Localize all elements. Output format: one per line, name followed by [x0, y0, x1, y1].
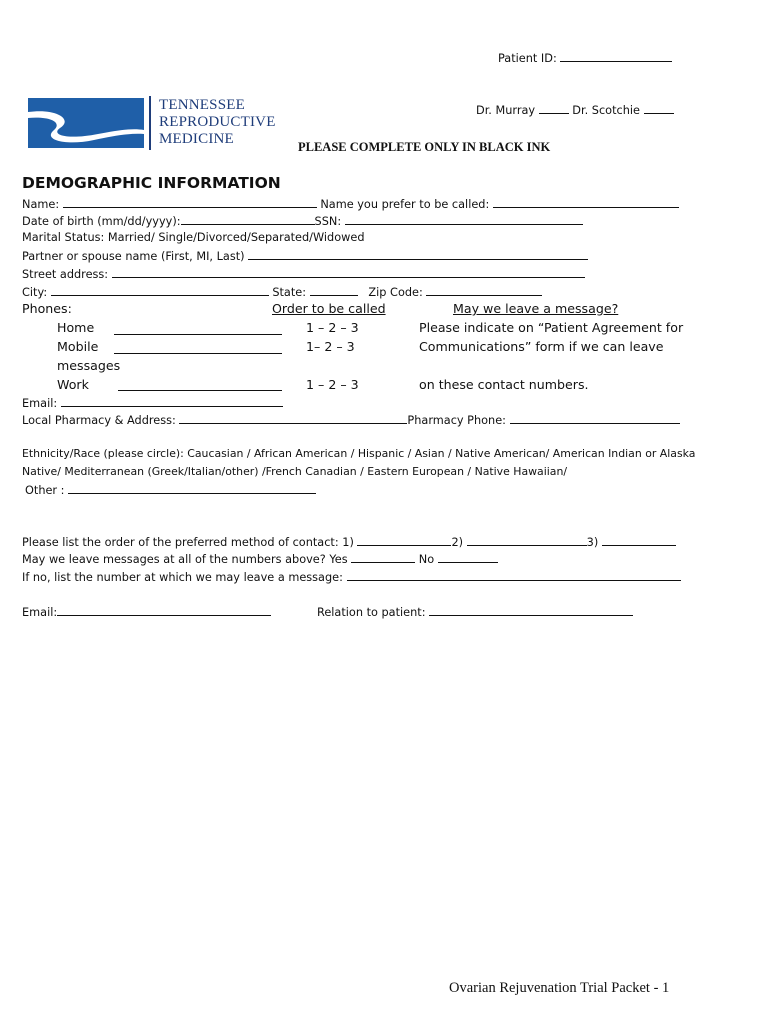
black-ink-notice: PLEASE COMPLETE ONLY IN BLACK INK — [298, 140, 551, 154]
home-phone-line[interactable] — [114, 322, 282, 335]
contact-1-line[interactable] — [357, 534, 451, 546]
message-note-3: on these contact numbers. — [419, 377, 589, 392]
work-phone-line[interactable] — [118, 378, 282, 391]
city-line[interactable] — [51, 284, 269, 296]
ethnicity-other-line[interactable] — [68, 482, 316, 494]
messages-label: messages — [57, 358, 121, 373]
name-row — [22, 196, 679, 212]
pharmacy-row — [22, 412, 680, 428]
logo-mark-icon — [28, 98, 144, 148]
pharmacy-phone-line[interactable] — [510, 412, 680, 424]
alternate-number-label: If no, list the number at which we may leave a message: — [22, 571, 343, 584]
logo-line-3: MEDICINE — [159, 131, 234, 147]
logo-line-2: REPRODUCTIVE — [159, 114, 276, 130]
contact-2-line[interactable] — [467, 534, 587, 546]
logo-divider — [149, 96, 151, 150]
partner-line[interactable] — [248, 248, 588, 260]
preferred-name-label: Name you prefer to be called: — [320, 198, 490, 211]
leave-messages-row — [22, 551, 498, 567]
work-label: Work — [57, 377, 89, 392]
mobile-label: Mobile — [57, 339, 99, 354]
preferred-name-line[interactable] — [493, 196, 679, 208]
relation-line[interactable] — [429, 604, 633, 616]
partner-label: Partner or spouse name (First, MI, Last) — [22, 250, 245, 263]
phones-label: Phones: — [22, 301, 72, 316]
contact-2-label: 2) — [451, 536, 464, 549]
patient-id-line[interactable] — [560, 50, 672, 62]
street-row — [22, 266, 585, 282]
contact-order-label: Please list the order of the preferred method of contact: 1) — [22, 536, 354, 549]
page-footer: Ovarian Rejuvenation Trial Packet - 1 — [449, 980, 670, 996]
city-row — [22, 284, 542, 300]
ethnicity-other-row — [25, 482, 316, 498]
doctor-selection — [476, 102, 674, 118]
alternate-number-row — [22, 569, 681, 585]
ssn-line[interactable] — [345, 213, 583, 225]
pharmacy-label: Local Pharmacy & Address: — [22, 414, 176, 427]
patient-id-field — [498, 50, 672, 66]
state-line[interactable] — [310, 284, 358, 296]
section-title: DEMOGRAPHIC INFORMATION — [22, 174, 281, 192]
logo-line-1: TENNESSEE — [159, 97, 245, 113]
home-order[interactable]: 1 – 2 – 3 — [306, 320, 359, 335]
dr-scotchie-label: Dr. Scotchie — [572, 104, 640, 117]
home-label: Home — [57, 320, 95, 335]
email-label: Email: — [22, 397, 58, 410]
contact-email-row — [22, 604, 271, 620]
contact-3-label: 3) — [586, 536, 599, 549]
pharmacy-line[interactable] — [179, 412, 407, 424]
contact-email-line[interactable] — [57, 604, 271, 616]
state-label: State: — [272, 286, 307, 299]
mobile-phone-line[interactable] — [114, 341, 282, 354]
leave-yes-line[interactable] — [351, 551, 415, 563]
dob-label: Date of birth (mm/dd/yyyy): — [22, 215, 181, 228]
name-label: Name: — [22, 198, 60, 211]
dob-row — [22, 213, 583, 229]
city-label: City: — [22, 286, 48, 299]
mobile-order[interactable]: 1– 2 – 3 — [306, 339, 355, 354]
street-label: Street address: — [22, 268, 109, 281]
partner-row — [22, 248, 588, 264]
dr-murray-line[interactable] — [539, 102, 569, 114]
ssn-label: SSN: — [314, 215, 342, 228]
relation-label: Relation to patient: — [317, 606, 426, 619]
contact-order-row — [22, 534, 676, 550]
relation-row — [317, 604, 633, 620]
dob-line[interactable] — [181, 213, 315, 225]
marital-status: Marital Status: Married/ Single/Divorced/Separated/Widowed — [22, 231, 365, 244]
dr-scotchie-line[interactable] — [644, 102, 674, 114]
patient-id-label: Patient ID: — [498, 52, 557, 65]
leave-messages-label: May we leave messages at all of the numbers above? Yes — [22, 553, 348, 566]
street-line[interactable] — [112, 266, 585, 278]
email-row — [22, 395, 283, 411]
zip-label: Zip Code: — [368, 286, 423, 299]
leave-no-label: No — [418, 553, 435, 566]
tennessee-reproductive-medicine-logo — [28, 96, 292, 150]
contact-3-line[interactable] — [602, 534, 676, 546]
name-line[interactable] — [63, 196, 317, 208]
message-note-2: Communications” form if we can leave — [419, 339, 664, 354]
zip-line[interactable] — [426, 284, 542, 296]
alternate-number-line[interactable] — [347, 569, 681, 581]
contact-email-label: Email: — [22, 606, 58, 619]
work-order[interactable]: 1 – 2 – 3 — [306, 377, 359, 392]
ethnicity-other-label: Other : — [25, 484, 65, 497]
pharmacy-phone-label: Pharmacy Phone: — [407, 414, 506, 427]
ethnicity-line-1: Ethnicity/Race (please circle): Caucasian / African American / Hispanic / Asian / Native American/ American Indian or Alaska — [22, 447, 696, 460]
message-header: May we leave a message? — [453, 301, 619, 316]
leave-no-line[interactable] — [438, 551, 498, 563]
ethnicity-line-2: Native/ Mediterranean (Greek/Italian/other) /French Canadian / Eastern European / Native Hawaiian/ — [22, 465, 568, 478]
order-header: Order to be called — [272, 301, 386, 316]
dr-murray-label: Dr. Murray — [476, 104, 536, 117]
message-note-1: Please indicate on “Patient Agreement for — [419, 320, 684, 335]
email-line[interactable] — [61, 395, 283, 407]
